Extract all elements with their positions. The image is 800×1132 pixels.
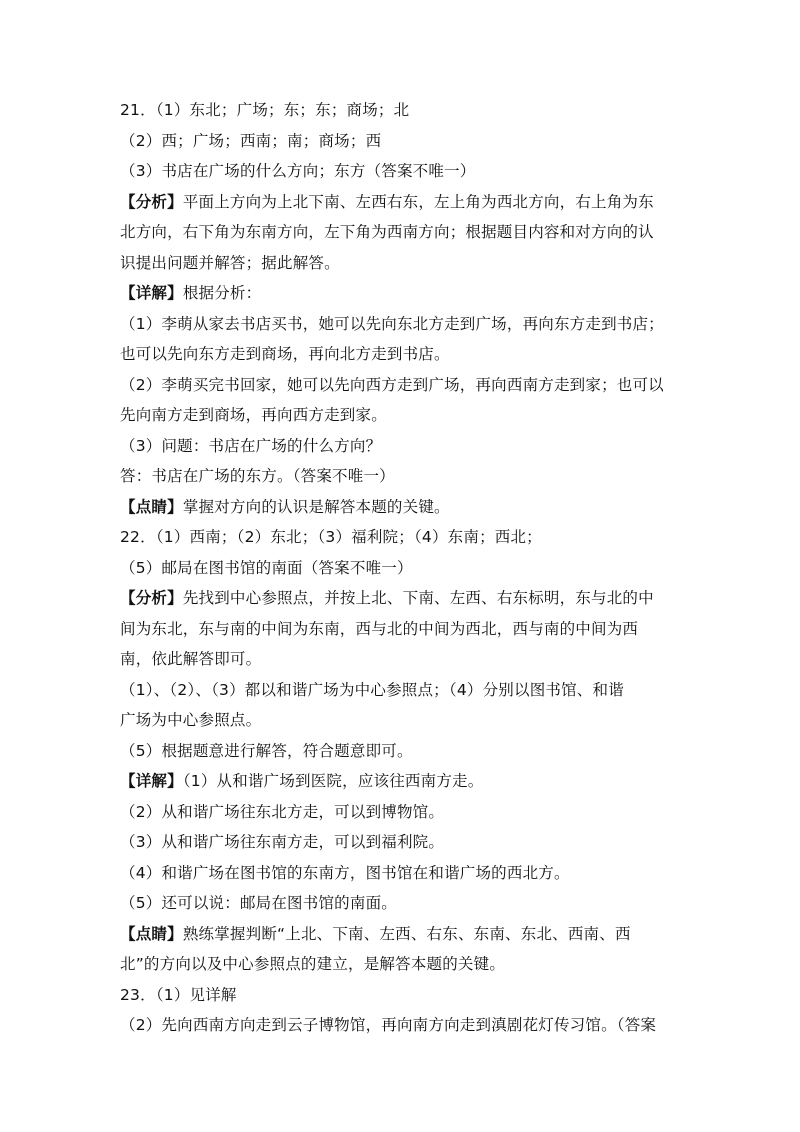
text-line	[120, 888, 710, 919]
text-run: 北方向，右下角为东南方向，左下角为西南方向；根据题目内容和对方向的认	[120, 223, 654, 241]
text-run: 根据分析：	[182, 284, 262, 302]
text-line	[120, 858, 710, 889]
text-line	[120, 644, 710, 675]
text-run: 先找到中心参照点，并按上北、下南、左西、右东标明，东与北的中	[182, 589, 654, 607]
text-line	[120, 126, 710, 157]
text-line	[120, 156, 710, 187]
text-run: 平面上方向为上北下南、左西右东，左上角为西北方向，右上角为东	[182, 192, 654, 211]
section-label: 【点睛】	[120, 497, 183, 516]
text-line	[120, 919, 710, 950]
text-run: 间为东北，东与南的中间为东南，西与北的中间为西北，西与南的中间为西	[120, 619, 639, 638]
text-line	[120, 736, 710, 767]
text-line	[120, 492, 710, 523]
text-run: （5）还可以说：邮局在图书馆的南面。	[120, 894, 397, 912]
text-run: （3）问题：书店在广场的什么方向？	[120, 436, 382, 455]
text-run: 北”的方向以及中心参照点的建立，是解答本题的关键。	[120, 955, 506, 973]
text-run: 先向南方走到商场，再向西方走到家。	[120, 406, 387, 424]
text-line	[120, 278, 710, 309]
section-label: 【详解】	[120, 284, 183, 302]
text-run: （4）和谐广场在图书馆的东南方，图书馆在和谐广场的西北方。	[120, 863, 570, 882]
text-run: 广场为中心参照点。	[120, 711, 262, 729]
section-label: 【点睛】	[120, 924, 183, 943]
text-line	[120, 583, 710, 614]
text-line	[120, 827, 710, 858]
text-run: 答：书店在广场的东方。（答案不唯一）	[120, 467, 395, 485]
text-run: （5）根据题意进行解答，符合题意即可。	[120, 741, 413, 760]
text-line	[120, 431, 710, 462]
text-run: （1）从和谐广场到医院，应该往西南方走。	[182, 772, 484, 790]
text-run: 熟练掌握判断“上北、下南、左西、右东、东南、东北、西南、西	[182, 924, 631, 943]
text-run: 南，依此解答即可。	[120, 650, 262, 668]
text-run: 23．（1）见详解	[120, 985, 237, 1004]
text-run: 21．（1）东北；广场；东；东；商场；北	[120, 101, 410, 119]
text-line	[120, 949, 710, 980]
text-run: （3）从和谐广场往东南方走，可以到福利院。	[120, 833, 445, 851]
text-run: （2）先向西南方向走到云子博物馆，再向南方向走到滇剧花灯传习馆。（答案	[120, 1016, 657, 1034]
section-label: 【详解】	[120, 772, 183, 790]
section-label: 【分析】	[120, 192, 183, 211]
text-line	[120, 766, 710, 797]
text-run: （5）邮局在图书馆的南面（答案不唯一）	[120, 558, 413, 577]
text-line	[120, 309, 710, 340]
text-line	[120, 248, 710, 279]
text-line	[120, 553, 710, 584]
text-run: 识提出问题并解答；据此解答。	[120, 253, 340, 272]
text-line	[120, 675, 710, 706]
text-run: 掌握对方向的认识是解答本题的关键。	[182, 497, 450, 516]
text-line	[120, 614, 710, 645]
text-run: （1）、（2）、（3）都以和谐广场为中心参照点；（4）分别以图书馆、和谐	[120, 680, 624, 699]
text-run: （2）李萌买完书回家，她可以先向西方走到广场，再向西南方走到家；也可以	[120, 375, 664, 394]
section-label: 【分析】	[120, 589, 183, 607]
text-line	[120, 400, 710, 431]
text-run: （3）书店在广场的什么方向；东方（答案不唯一）	[120, 162, 476, 180]
text-line	[120, 217, 710, 248]
text-line	[120, 95, 710, 126]
text-line	[120, 1010, 710, 1041]
text-run: 也可以先向东方走到商场，再向北方走到书店。	[120, 345, 450, 363]
text-line	[120, 187, 710, 218]
text-line	[120, 370, 710, 401]
text-line	[120, 705, 710, 736]
text-line	[120, 339, 710, 370]
text-line	[120, 980, 710, 1011]
text-line	[120, 522, 710, 553]
text-run: （2）从和谐广场往东北方走，可以到博物馆。	[120, 802, 445, 821]
text-run: （1）李萌从家去书店买书，她可以先向东北方走到广场，再向东方走到书店；	[120, 314, 664, 333]
text-line	[120, 797, 710, 828]
text-run: 22．（1）西南；（2）东北；（3）福利院；（4）东南；西北；	[120, 528, 542, 546]
text-run: （2）西；广场；西南；南；商场；西	[120, 131, 382, 150]
text-line	[120, 461, 710, 492]
answer-text-body	[120, 95, 710, 1041]
